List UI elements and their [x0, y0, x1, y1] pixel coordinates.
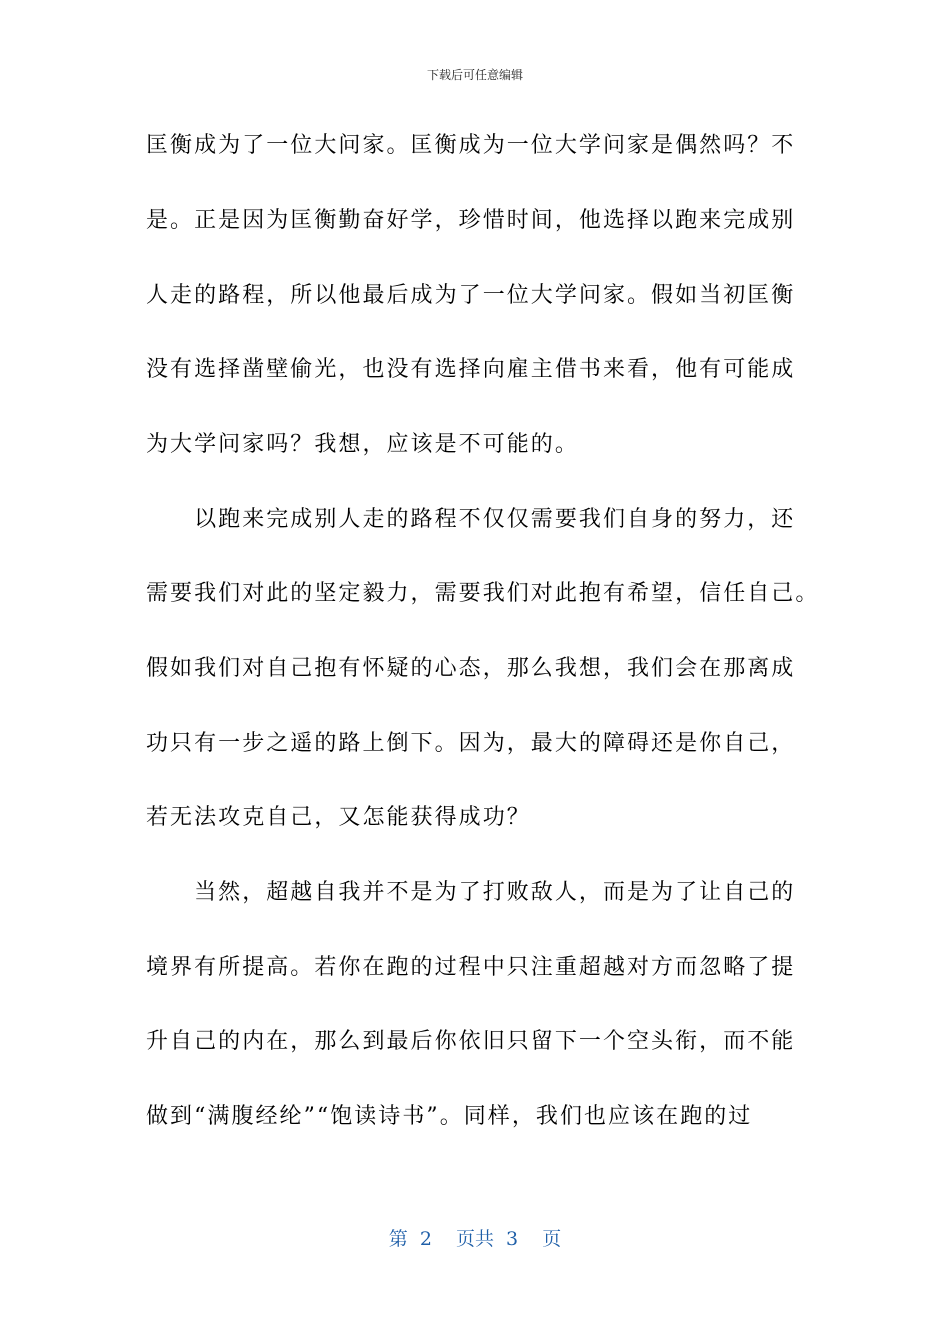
text-line: 当然，超越自我并不是为了打败敌人，而是为了让自己的 [146, 880, 796, 905]
text-line: 做到“满腹经纶”“饱读诗书”。同样，我们也应该在跑的过 [146, 1104, 753, 1129]
text-line: 假如我们对自己抱有怀疑的心态，那么我想，我们会在那离成 [146, 656, 796, 681]
text-line: 为大学问家吗？我想，应该是不可能的。 [146, 432, 579, 457]
text-line: 境界有所提高。若你在跑的过程中只注重超越对方而忽略了提 [146, 955, 796, 980]
text-line: 以跑来完成别人走的路程不仅仅需要我们自身的努力，还 [146, 507, 796, 532]
page-header: 下载后可任意编辑 [426, 68, 523, 82]
text-line: 匡衡成为了一位大问家。匡衡成为一位大学问家是偶然吗？不 [146, 133, 796, 158]
text-line: 若无法攻克自己，又怎能获得成功？ [146, 805, 531, 830]
text-line: 没有选择凿壁偷光，也没有选择向雇主借书来看，他有可能成 [146, 357, 796, 382]
text-line: 是。正是因为匡衡勤奋好学，珍惜时间，他选择以跑来完成别 [146, 208, 796, 233]
text-line: 升自己的内在，那么到最后你依旧只留下一个空头衔，而不能 [146, 1029, 796, 1054]
page-number-footer: 第 2 页共 3 页 [388, 1228, 562, 1250]
text-line: 需要我们对此的坚定毅力，需要我们对此抱有希望，信任自己。 [146, 581, 820, 606]
text-line: 人走的路程，所以他最后成为了一位大学问家。假如当初匡衡 [146, 283, 796, 308]
text-line: 功只有一步之遥的路上倒下。因为，最大的障碍还是你自己， [146, 731, 796, 756]
